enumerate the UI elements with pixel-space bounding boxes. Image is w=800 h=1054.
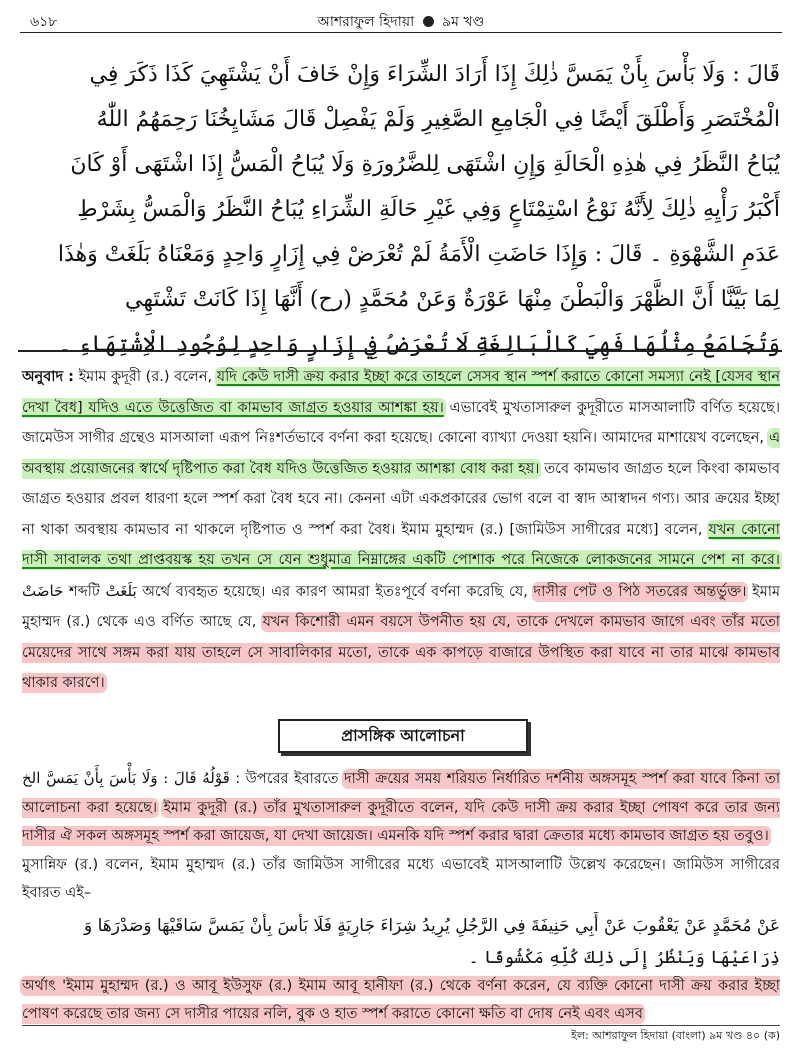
arabic-line: يُبَاحُ النَّظَرُ فِي هٰذِهِ الْحَالَةِ وَإِنِ اشْتَهَى لِلضَّرُورَةِ وَلَا يُبَاحُ الْمَسُّ إِذَا اشْتَهَى أَوْ كَانَ — [70, 152, 780, 177]
highlight-green: যদি কেউ দাসী ক্রয় করার ইচ্ছা করে তাহলে সেসব স্থান স্পর্শ করাতে কোনো সমস্যা নেই [যেসব স্থান দেখা বৈধ] যদিও এতে উত্তেজিত বা কামভাব জাগ্রত হওয়ার আশঙ্কা হয়। — [22, 369, 781, 416]
arabic-line: وَتُجَامَعُ مِثْلُهَا فَهِيَ كَالْبَالِغَةِ لَا تُعْرَضُ فِي إِزَارٍ وَاحِدٍ لِوُجُودِ الْاِشْتِهَاءِ ۔ — [58, 332, 780, 357]
arabic-line: عَدَمِ الشَّهْوَةِ ۔ قَالَ : وَإِذَا حَاضَتِ الْأَمَةُ لَمْ تُعْرَضْ فِي إِزَارٍ وَاحِدٍ وَمَعْنَاهُ بَلَغَتْ وَهٰذَا — [57, 242, 780, 267]
arabic-word: بَلَغَتْ — [105, 581, 137, 600]
highlight-red: দাসী ক্রয়ের সময় শরিয়ত নির্ধারিত দর্শনীয় অঙ্গসমূহ স্পর্শ করা যাবে কিনা তা আলোচনা করা হয়েছে। — [22, 771, 781, 816]
page-header — [20, 6, 782, 32]
arabic-line: الْمُخْتَصَرِ وَأَطْلَقَ أَيْضًا فِي الْجَامِعِ الصَّغِيرِ وَلَمْ يَفْصِلْ قَالَ مَشَايِخُنَا رَحِمَهُمُ اللّٰهُ — [96, 107, 780, 132]
highlight-red: দাসীর পেট ও পিঠ সতরের অন্তর্ভুক্ত। — [533, 583, 747, 600]
reference-arabic: قَوْلُهُ قَالَ : وَلَا بَأْسَ بِأَنْ يَمَسَّ الخ — [22, 769, 230, 787]
arabic-quote-line: ذِرَاعَيْهَا وَيَنْظُرُ إِلَى ذٰلِكَ كُلِّهِ مَكْشُوفًا ۔ — [468, 947, 780, 968]
page-footer: ইল: আশরাফুল হিদায়া (বাংলা) ৯ম খণ্ড ৪০ (ক) — [571, 1029, 780, 1042]
highlight-red: ইমাম কুদূরী (র.) তাঁর মুখতাসারুল কুদূরীতে বলেন, যদি কেউ দাসী ক্রয় করার ইচ্ছা পোষণ করে তার জন্য দাসীর ঐ সকল অঙ্গসমূহ স্পর্শ করা জায়েজ, যা দেখা জায়েজ। এমনকি যদি স্পর্শ করার দ্বারা ক্রেতার মধ্যে কামভাব জাগ্রত হয় তবুও। — [22, 799, 781, 844]
running-title — [20, 10, 782, 34]
translation-text: ইমাম মুহাম্মদ (র.) থেকে এও বর্ণিত আছে যে, — [22, 583, 781, 630]
translation-label: অনুবাদ : — [22, 369, 74, 385]
section-divider — [18, 350, 782, 352]
discussion-text: মুসান্নিফ (র.) বলেন, ইমাম মুহাম্মদ (র.) তাঁর জামিউস সাগীরের মধ্যে এভাবেই মাসআলাটি উল্লেখ করেছেন। জামিউস সাগীরের ইবারত এই– — [22, 856, 780, 901]
section-heading: প্রাসঙ্গিক আলোচনা — [278, 719, 528, 753]
highlight-red: অর্থাৎ 'ইমাম মুহাম্মদ (র.) ও আবূ ইউসুফ (র.) ইমাম আবূ হানীফা (র.) থেকে বর্ণনা করেন, যে ব্যক্তি কোনো দাসী ক্রয় করার ইচ্ছা পোষণ করেছে তার জন্য সে দাসীর পায়ের নলি, বুক ও হাত স্পর্শ করাতে কোনো ক্ষতি বা দোষ নেই এবং এসব — [22, 977, 780, 1022]
highlight-green: এ অবস্থায় প্রয়োজনের স্বার্থে দৃষ্টিপাত করা বৈধ যদিও উত্তেজিত হওয়ার আশঙ্কা বোধ করা হয়। — [22, 430, 780, 477]
highlight-red: যখন কিশোরী এমন বয়সে উপনীত হয় যে, তাকে দেখলে কামভাব জাগে এবং তাঁর মতো মেয়েদের সাথে সঙ্গম করা যায় তাহলে সে সাবালিকার মতো, তাকে এক কাপড়ে বাজারে উপস্থিত করা যাবে না তার মাঝে কামভাব থাকার কারণে। — [22, 614, 781, 691]
highlight-green: যখন কোনো দাসী সাবালক তথা প্রাপ্তবয়স্ক হয় তখন সে যেন শুধুমাত্র নিম্নাঙ্গের একটি পোশাক পরে নিজেকে লোকজনের সামনে পেশ না করে। — [22, 521, 780, 568]
arabic-quote-line: عَنْ مُحَمَّدٍ عَنْ يَعْقُوبَ عَنْ أَبِي حَنِيفَةَ فِي الرَّجُلِ يُرِيدُ شِرَاءَ جَارِيَةٍ فَلَا بَأْسَ بِأَنْ يَمَسَّ سَاقَيْهَا وَصَدْرَهَا وَ — [84, 915, 780, 936]
translation-text: তবে কামভাব জাগ্রত হলে কিংবা কামভাব জাগ্রত হওয়ার প্রবল ধারণা হলে স্পর্শ করা বৈধ হবে না। কেননা এটা একপ্রকারের ভোগ বলে বা স্বাদ আস্বাদন গণ্য। আর ক্রয়ের ইচ্ছা না থাকা অবস্থায় কামভাব না থাকলে দৃষ্টিপাত ও স্পর্শ করা বৈধ। ইমাম মুহাম্মদ (র.) [জামিউস সাগীরের মধ্যে] বলেন, — [22, 460, 781, 538]
arabic-word: حَاضَتْ — [22, 581, 64, 600]
arabic-matn — [22, 52, 780, 367]
page-number: ৬১৮ — [30, 14, 58, 30]
translation-text: এভাবেই মুখতাসারুল কুদূরীতে মাসআলাটি বর্ণিত হয়েছে। জামেউস সাগীর গ্রন্থেও মাসআলা এরূপ নিঃশর্তভাবে বর্ণনা করা হয়েছে। কোনো ব্যাখ্যা দেওয়া হয়নি। আমাদের মাশায়েখ বলেছেন, — [22, 399, 780, 446]
translation-text: ইমাম কুদূরী (র.) বলেন, — [78, 369, 213, 385]
arabic-line: قَالَ : وَلَا بَأْسَ بِأَنْ يَمَسَّ ذٰلِكَ إِذَا أَرَادَ الشِّرَاءَ وَإِنْ خَافَ أَنْ يَشْتَهِيَ كَذَا ذَكَرَ فِي — [89, 62, 780, 87]
footer-rule — [22, 1025, 780, 1026]
translation-text: অর্থে ব্যবহৃত হয়েছে। এর কারণ আমরা ইতঃপূর্বে বর্ণনা করেছি যে, — [142, 583, 528, 600]
book-title: আশরাফুল হিদায়া — [317, 14, 415, 30]
bullet-icon — [423, 16, 434, 27]
volume-label: ৯ম খণ্ড — [442, 14, 485, 30]
discussion-block — [22, 764, 780, 1029]
header-rule — [20, 32, 782, 33]
arabic-line: لِمَا بَيَّنَّا أَنَّ الظَّهْرَ وَالْبَطْنَ مِنْهَا عَوْرَةٌ وَعَنْ مُحَمَّدٍ (رح) أَنَّهَا إِذَا كَانَتْ تَشْتَهِي — [125, 287, 780, 312]
arabic-line: أَكْبَرُ رَأْيِهِ ذٰلِكَ لِأَنَّهُ نَوْعُ اسْتِمْتَاعٍ وَفِي غَيْرِ حَالَةِ الشِّرَاءِ يُبَاحُ النَّظَرُ وَالْمَسُّ بِشَرْطِ — [77, 197, 780, 222]
translation-block — [22, 362, 780, 699]
translation-text: শব্দটি — [69, 583, 100, 600]
discussion-text: : উপরের ইবারতে — [235, 771, 339, 787]
